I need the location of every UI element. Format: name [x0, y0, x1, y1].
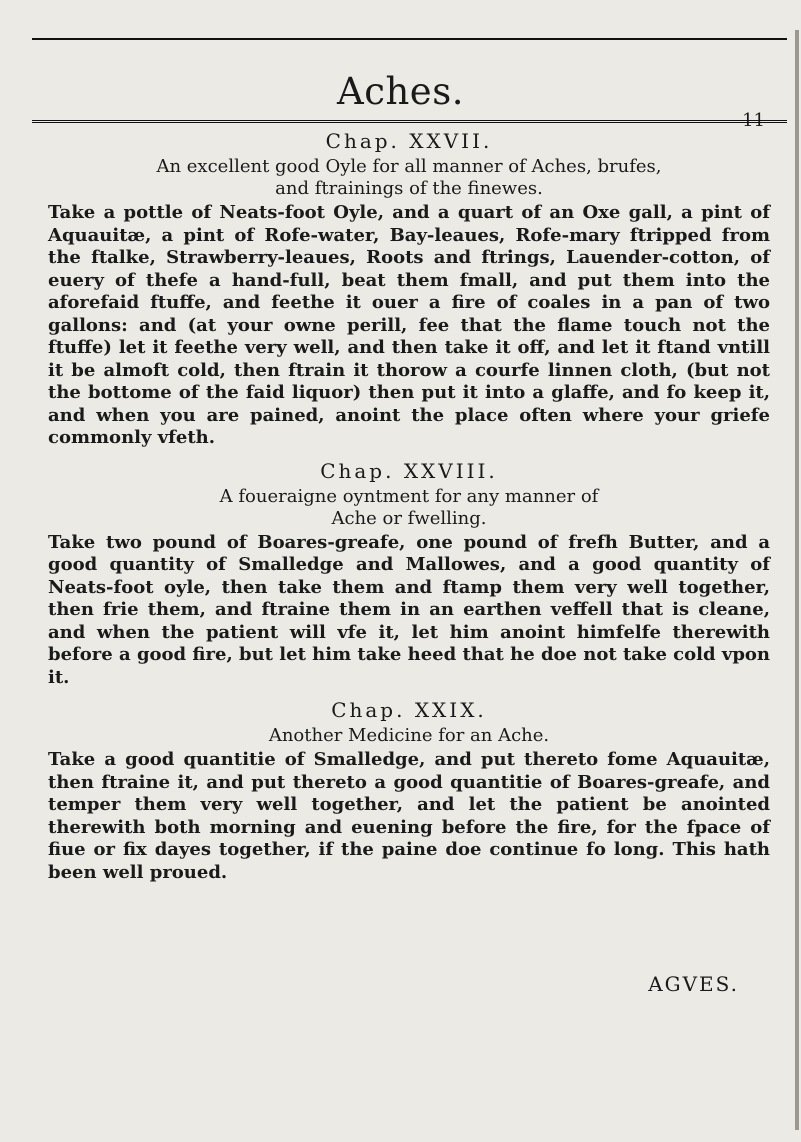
- description-line: An excellent good Oyle for all manner of Aches, brufes,: [156, 156, 662, 177]
- description-line: Another Medicine for an Ache.: [268, 725, 550, 746]
- description-line: Ache or fwelling.: [331, 507, 487, 529]
- chapter-description: [48, 156, 770, 200]
- chapter-heading: Chap. XXVIII.: [320, 458, 498, 483]
- chapter-heading: Chap. XXIX.: [331, 698, 487, 722]
- page-number: 11: [742, 110, 765, 131]
- chapter-body: Take a good quantitie of Smalledge, and put thereto fome Aquauitæ, then ftraine it, and put thereto a good quantitie of Boares-greafe, and temper them very well together, and let the patient be anointed therewith both morning and euening before the fire, for the fpace of fiue or fix dayes together, if the paine doe continue fo long. This hath been well proued.: [48, 749, 770, 883]
- description-line: A foueraigne oyntment for any manner of: [219, 485, 599, 507]
- chapter-description: [48, 486, 770, 530]
- chapter-heading: Chap. XXVII.: [325, 129, 493, 153]
- head-rule: [32, 120, 787, 123]
- text-block: [48, 128, 770, 892]
- chapter-27: [48, 128, 770, 450]
- chapter-body: Take a pottle of Neats-foot Oyle, and a quart of an Oxe gall, a pint of Aquauitæ, a pint of Rofe-water, Bay-leaues, Rofe-mary ftripped from the ftalke, Strawberry-leaues, Roots and ftrings, Lauender-cotton, of euery of thefe a hand-full, beat them fmall, and put them into the aforefaid ftuffe, and feethe it ouer a fire of coales in a pan of two gallons: and (at your owne perill, fee that the flame touch not the ftuffe) let it feethe very well, and then take it off, and let it ftand vntill it be almoft cold, then ftrain it thorow a courfe linnen cloth, (but not the bottome of the faid liquor) then put it into a glaffe, and fo keep it, and when you are pained, anoint the place often where your griefe commonly vfeth.: [48, 202, 770, 448]
- catchword: AGVES.: [648, 972, 739, 996]
- top-border-rule: [32, 38, 787, 40]
- chapter-28: [48, 458, 770, 690]
- running-title: Aches.: [337, 70, 464, 113]
- running-head: [0, 58, 801, 131]
- chapter-29: [48, 697, 770, 884]
- description-line: and ftrainings of the finewes.: [275, 178, 543, 199]
- page-edge-shadow: [795, 30, 799, 1130]
- chapter-body: Take two pound of Boares-greafe, one pound of frefh Butter, and a good quantity of Smalledge and Mallowes, and a good quantity of Neats-foot oyle, then take them and ftamp them very well together, then frie them, and ftraine them in an earthen veffell that is cleane, and when the patient will vfe it, let him anoint himfelfe therewith before a good fire, but let him take heed that he doe not take cold vpon it.: [48, 531, 770, 688]
- chapter-description: [48, 725, 770, 747]
